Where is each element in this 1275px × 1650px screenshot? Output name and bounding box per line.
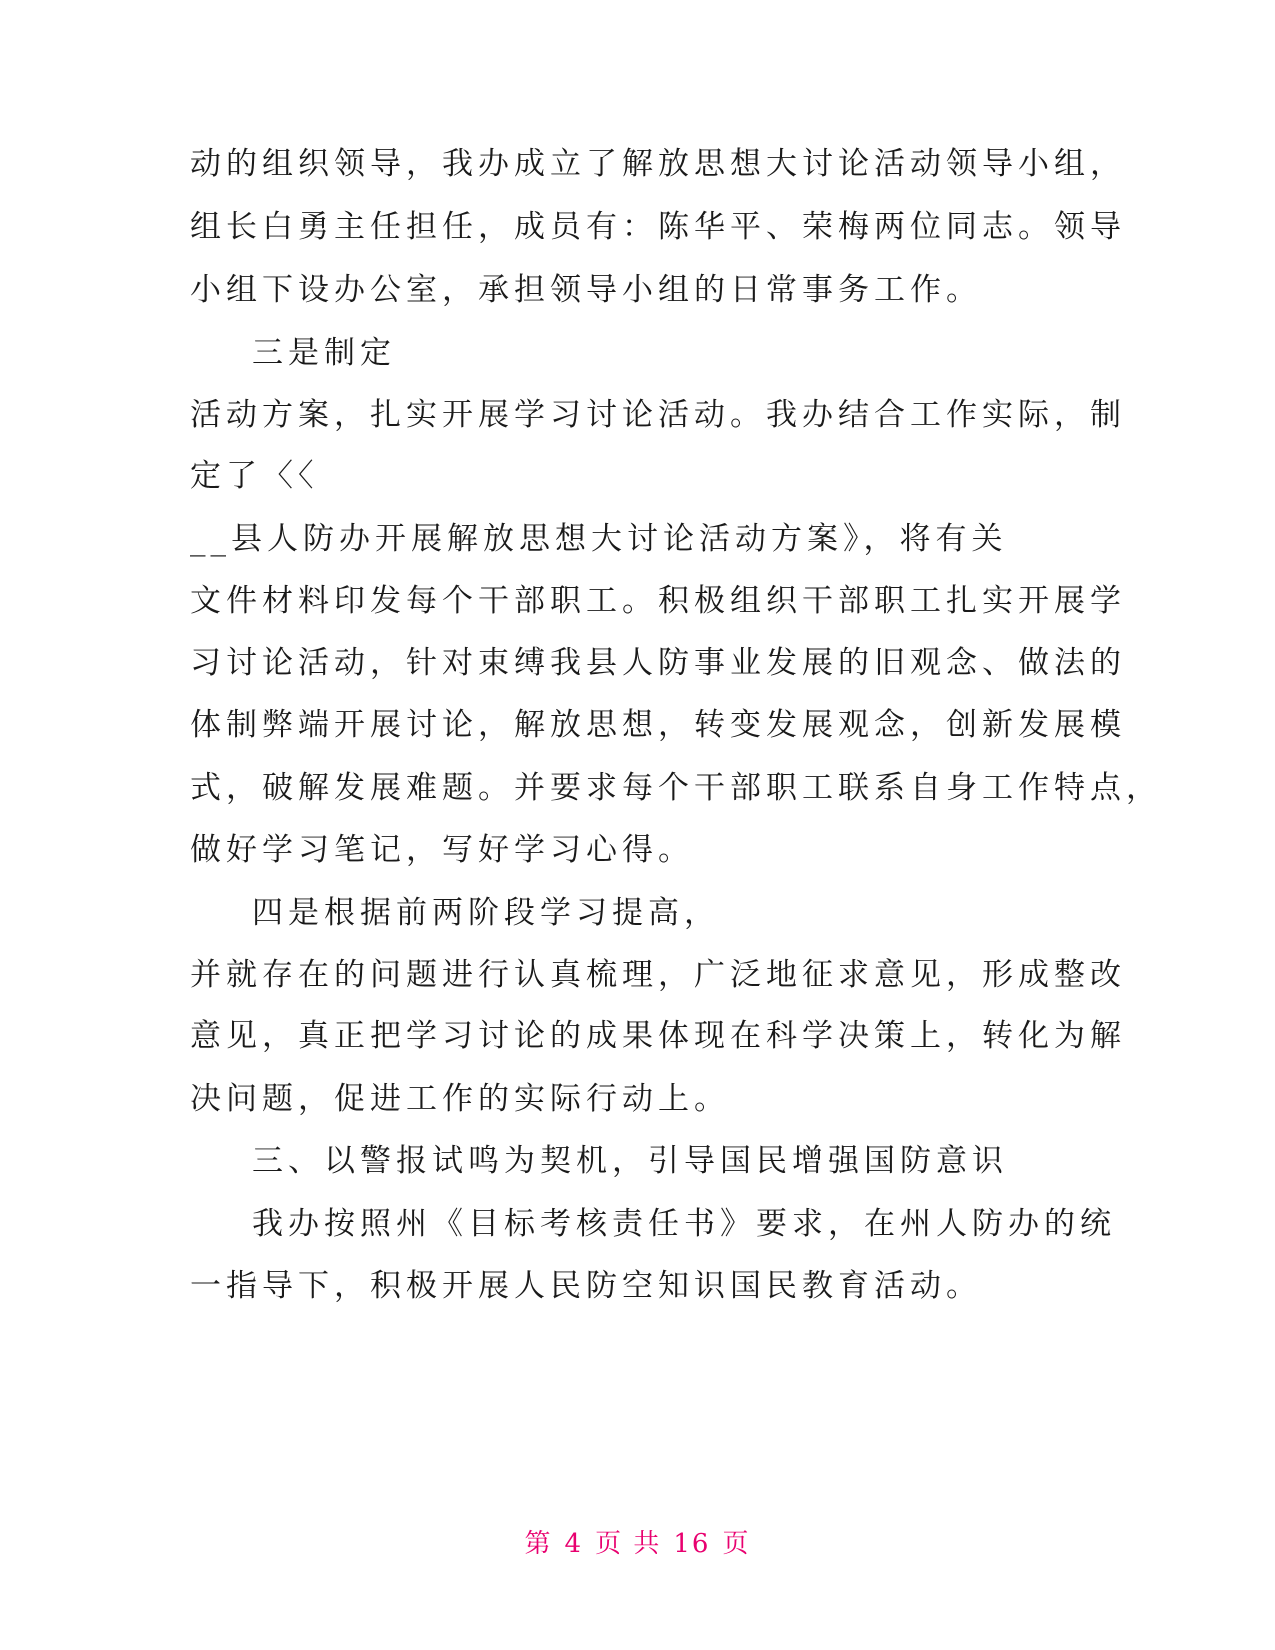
footer-prefix: 第 [524,1529,553,1559]
body-line: 我办按照州《目标考核责任书》要求，在州人防办的统 [252,1206,1116,1242]
body-line: 定了〈〈 [190,458,319,494]
body-line: 式，破解发展难题。并要求每个干部职工联系自身工作特点， [190,770,1162,806]
body-line: 体制弊端开展讨论，解放思想，转变发展观念，创新发展模 [190,707,1126,743]
footer-suffix: 页 [722,1529,751,1559]
body-line: 小组下设办公室，承担领导小组的日常事务工作。 [190,272,982,308]
footer-current-page: 4 [564,1529,584,1559]
body-line: 活动方案，扎实开展学习讨论活动。我办结合工作实际，制 [190,397,1126,433]
body-line: 决问题，促进工作的实际行动上。 [190,1081,730,1117]
body-line: 文件材料印发每个干部职工。积极组织干部职工扎实开展学 [190,583,1126,619]
body-line: 做好学习笔记，写好学习心得。 [190,832,694,868]
body-line: 组长白勇主任担任，成员有：陈华平、荣梅两位同志。领导 [190,209,1126,245]
body-line: 并就存在的问题进行认真梳理，广泛地征求意见，形成整改 [190,957,1126,993]
section-heading: 三、以警报试鸣为契机，引导国民增强国防意识 [252,1143,1008,1179]
body-line: 意见，真正把学习讨论的成果体现在科学决策上，转化为解 [190,1018,1126,1054]
footer-middle: 页 共 [595,1529,662,1559]
body-line: 四是根据前两阶段学习提高， [252,895,720,931]
footer-total-pages: 16 [673,1529,711,1559]
body-line: __县人防办开展解放思想大讨论活动方案》，将有关 [190,521,1008,557]
page-footer [0,1524,1275,1564]
body-line: 一指导下，积极开展人民防空知识国民教育活动。 [190,1268,982,1304]
body-line: 三是制定 [252,335,396,371]
body-line: 动的组织领导，我办成立了解放思想大讨论活动领导小组， [190,146,1126,182]
body-line: 习讨论活动，针对束缚我县人防事业发展的旧观念、做法的 [190,645,1126,681]
